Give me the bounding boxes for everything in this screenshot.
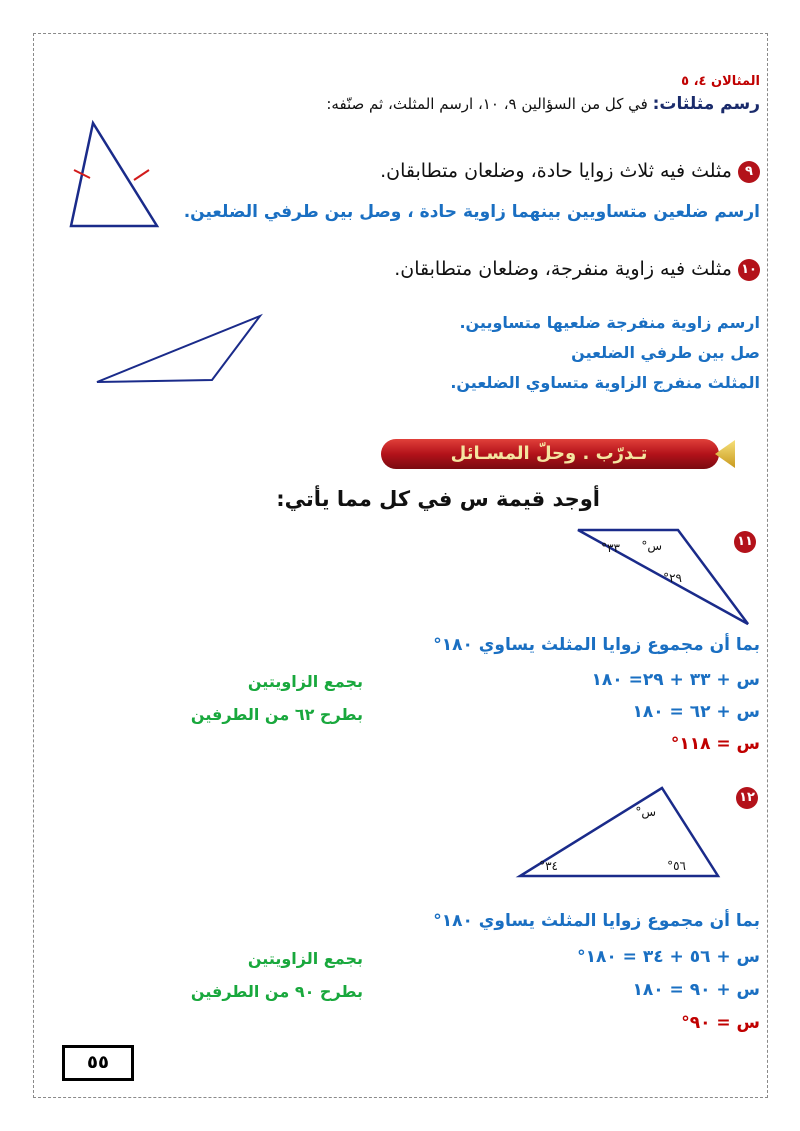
question-10-answer-3: المثلث منفرج الزاوية متساوي الضلعين. xyxy=(450,373,760,392)
find-x-instruction: أوجد قيمة س في كل مما يأتي: xyxy=(276,487,600,511)
q11-step-3: س + ٦٢ = ١٨٠ xyxy=(632,702,760,722)
q12-step-3: س + ٩٠ = ١٨٠ xyxy=(632,980,760,1000)
banner-label: تـدرّب . وحلّ المسـائل xyxy=(450,443,648,464)
question-9-answer: ارسم ضلعين متساويين بينهما زاوية حادة ، وصل بين طرفي الضلعين. xyxy=(183,202,760,222)
q12-result: س = ٩٠° xyxy=(681,1013,760,1033)
section-title: رسم مثلثات: xyxy=(652,94,760,114)
q12-angle-56: ٥٦° xyxy=(667,859,686,873)
practice-banner xyxy=(379,437,737,471)
q12-step-2: س + ٥٦ + ٣٤ = ١٨٠° xyxy=(577,947,760,967)
q12-step-1: بما أن مجموع زوايا المثلث يساوي ١٨٠° xyxy=(433,911,760,931)
question-10-prompt: مثلث فيه زاوية منفرجة، وضلعان متطابقان. xyxy=(394,258,732,280)
q11-angle-33: ٣٣° xyxy=(601,541,620,555)
section-header xyxy=(326,94,760,114)
section-instruction: في كل من السؤالين ٩، ١٠، ارسم المثلث، ثم صنّفه: xyxy=(326,95,648,113)
q11-step-1: بما أن مجموع زوايا المثلث يساوي ١٨٠° xyxy=(433,635,760,655)
question-10-answer-1: ارسم زاوية منفرجة ضلعيها متساويين. xyxy=(459,313,760,332)
q11-step-2: س + ٣٣ + ٢٩= ١٨٠ xyxy=(591,670,760,690)
q12-angle-x: س° xyxy=(635,805,656,819)
question-number-10: ١٠ xyxy=(738,259,760,281)
triangle-q12 xyxy=(514,782,722,882)
q11-angle-29: ٢٩° xyxy=(663,571,682,585)
q11-note-subtract: بطرح ٦٢ من الطرفين xyxy=(190,705,363,724)
triangle-q11 xyxy=(572,524,752,630)
q11-angle-x: س° xyxy=(641,539,662,553)
question-10-answer-2: صل بين طرفي الضلعين xyxy=(571,343,760,362)
q11-note-add: بجمع الزاويتين xyxy=(247,672,363,691)
page-number: ٥٥ xyxy=(62,1045,134,1081)
question-9 xyxy=(380,160,760,183)
q12-note-subtract: بطرح ٩٠ من الطرفين xyxy=(190,982,363,1001)
q11-result: س = ١١٨° xyxy=(670,734,760,754)
question-number-9: ٩ xyxy=(738,161,760,183)
question-9-prompt: مثلث فيه ثلاث زوايا حادة، وضلعان متطابقان. xyxy=(380,160,732,182)
question-number-11: ١١ xyxy=(734,531,756,553)
question-number-12: ١٢ xyxy=(736,787,758,809)
question-10 xyxy=(394,258,760,281)
acute-isosceles-triangle xyxy=(60,118,170,233)
q12-angle-34: ٣٤° xyxy=(539,859,558,873)
examples-label: المثالان ٤، ٥ xyxy=(681,74,760,89)
q12-note-add: بجمع الزاويتين xyxy=(247,949,363,968)
obtuse-isosceles-triangle xyxy=(92,312,267,387)
